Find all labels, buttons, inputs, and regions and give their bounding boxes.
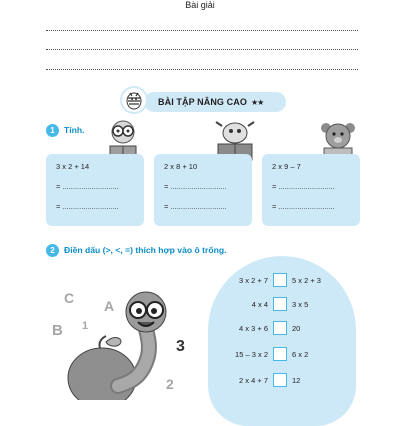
advanced-exercise-banner xyxy=(120,86,286,116)
answer-line[interactable]: = ........................... xyxy=(56,182,119,191)
answer-line-3 xyxy=(46,69,358,70)
compare-row xyxy=(210,296,360,312)
sign-input-box[interactable] xyxy=(273,373,287,387)
compare-left: 2 x 4 + 7 xyxy=(239,375,268,385)
answer-line-1 xyxy=(46,30,358,31)
decor-letter-c: C xyxy=(64,290,75,306)
compare-right: 6 x 2 xyxy=(292,349,309,359)
zebra-badge-icon xyxy=(120,86,148,114)
banner-title: BÀI TẬP NÂNG CAO xyxy=(158,97,247,107)
decor-number-2: 2 xyxy=(166,376,174,392)
decor-number-3: 3 xyxy=(176,338,185,355)
compare-right: 12 xyxy=(292,375,301,385)
calc-box-2 xyxy=(154,154,252,226)
compare-right: 3 x 5 xyxy=(292,299,309,309)
answer-line[interactable]: = ........................... xyxy=(272,182,335,191)
calc-expression: 3 x 2 + 14 xyxy=(56,162,90,171)
sign-input-box[interactable] xyxy=(273,273,287,287)
section-1-number: 1 xyxy=(46,124,59,137)
decor-letter-b: B xyxy=(52,322,63,339)
solution-title: Bài giải xyxy=(185,0,215,10)
section-1-title: Tính. xyxy=(64,125,85,135)
answer-line[interactable]: = ........................... xyxy=(56,202,119,211)
compare-left: 15 – 3 x 2 xyxy=(235,349,268,359)
compare-row xyxy=(210,372,360,388)
compare-row xyxy=(210,320,360,336)
worm-on-apple-illustration xyxy=(60,286,190,400)
calc-expression: 2 x 9 – 7 xyxy=(272,162,301,171)
compare-row xyxy=(210,346,360,362)
calc-box-1 xyxy=(46,154,144,226)
section-2-title: Điền dấu (>, <, =) thích hợp vào ô trống. xyxy=(64,245,227,255)
compare-left: 3 x 2 + 7 xyxy=(239,275,268,285)
sign-input-box[interactable] xyxy=(273,321,287,335)
sign-input-box[interactable] xyxy=(273,347,287,361)
answer-line-2 xyxy=(46,49,358,50)
sign-input-box[interactable] xyxy=(273,297,287,311)
compare-left: 4 x 4 xyxy=(251,299,268,309)
compare-right: 20 xyxy=(292,323,301,333)
answer-line[interactable]: = ........................... xyxy=(164,202,227,211)
decor-number-1: 1 xyxy=(82,320,89,332)
section-2-number: 2 xyxy=(46,244,59,257)
calc-box-3 xyxy=(262,154,360,226)
answer-line[interactable]: = ........................... xyxy=(164,182,227,191)
calc-expression: 2 x 8 + 10 xyxy=(164,162,198,171)
answer-line[interactable]: = ........................... xyxy=(272,202,335,211)
compare-right: 5 x 2 + 3 xyxy=(292,275,321,285)
banner-pill xyxy=(144,92,286,112)
difficulty-stars: ★★ xyxy=(250,97,264,107)
compare-row xyxy=(210,272,360,288)
decor-letter-a: A xyxy=(104,298,115,314)
compare-left: 4 x 3 + 6 xyxy=(239,323,268,333)
